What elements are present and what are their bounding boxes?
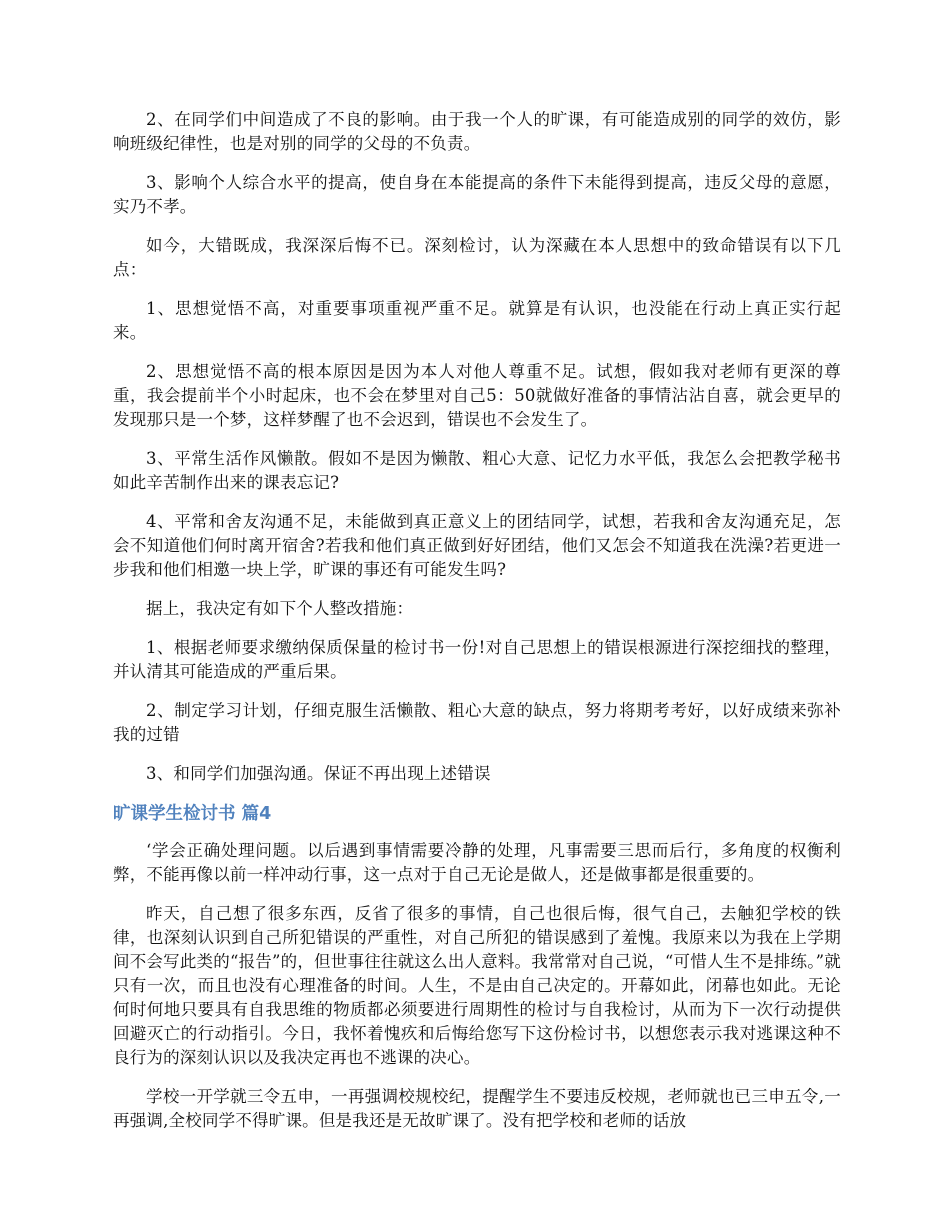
paragraph: 1、思想觉悟不高，对重要事项重视严重不足。就算是有认识，也没能在行动上真正实行起来。 [113,299,841,342]
document-body [113,108,841,1148]
paragraph: 3、平常生活作风懒散。假如不是因为懒散、粗心大意、记忆力水平低，我怎么会把教学秘书如此辛苦制作出来的课表忘记? [113,449,841,492]
paragraph: 昨天，自己想了很多东西，反省了很多的事情，自己也很后悔，很气自己，去触犯学校的铁律，也深刻认识到自己所犯错误的严重性，对自己所犯的错误感到了羞愧。我原来以为我在上学期间不会写此类的“报告”的，但世事往往就这么出人意料。我常常对自己说，“可惜人生不是排练。”就只有一次，而且也没有心理准备的时间。人生，不是由自己决定的。开幕如此，闭幕也如此。无论何时何地只要具有自我思维的物质都必须要进行周期性的检讨与自我检讨，从而为下一次行动提供回避灭亡的行动指引。今日，我怀着愧疚和后悔给您写下这份检讨书，以想您表示我对逃课这种不良行为的深刻认识以及我决定再也不逃课的决心。 [113,904,841,1067]
paragraph: 3、和同学们加强沟通。保证不再出现上述错误 [146,764,491,783]
paragraph: 据上，我决定有如下个人整改措施： [146,599,414,618]
paragraph: 1、根据老师要求缴纳保质保量的检讨书一份!对自己思想上的错误根源进行深挖细找的整理，并认清其可能造成的严重后果。 [113,638,841,681]
paragraph: 3、影响个人综合水平的提高，使自身在本能提高的条件下未能得到提高，违反父母的意愿，实乃不孝。 [113,173,841,216]
paragraph: 2、在同学们中间造成了不良的影响。由于我一个人的旷课，有可能造成别的同学的效仿，影响班级纪律性，也是对别的同学的父母的不负责。 [113,110,841,153]
paragraph: 2、制定学习计划，仔细克服生活懒散、粗心大意的缺点，努力将期考考好，以好成绩来弥补我的过错 [113,701,841,744]
paragraph: 2、思想觉悟不高的根本原因是因为本人对他人尊重不足。试想，假如我对老师有更深的尊重，我会提前半个小时起床，也不会在梦里对自己5：50就做好准备的事情沾沾自喜，就会更早的发现那只是一个梦，这样梦醒了也不会迟到，错误也不会发生了。 [113,362,841,429]
section-heading: 旷课学生检讨书 篇4 [113,804,272,824]
paragraph: 学校一开学就三令五申，一再强调校规校纪，提醒学生不要违反校规，老师就也已三申五令,一再强调,全校同学不得旷课。但是我还是无故旷课了。没有把学校和老师的话放 [113,1087,841,1130]
paragraph: 如今，大错既成，我深深后悔不已。深刻检讨，认为深藏在本人思想中的致命错误有以下几点： [113,236,841,279]
paragraph: ‘学会正确处理问题。以后遇到事情需要冷静的处理，凡事需要三思而后行，多角度的权衡利弊，不能再像以前一样冲动行事，这一点对于自己无论是做人，还是做事都是很重要的。 [113,841,841,884]
paragraph: 4、平常和舍友沟通不足，未能做到真正意义上的团结同学，试想，若我和舍友沟通充足，怎会不知道他们何时离开宿舍?若我和他们真正做到好好团结，他们又怎会不知道我在洗澡?若更进一步我和他们相邀一块上学，旷课的事还有可能发生吗? [113,512,841,579]
